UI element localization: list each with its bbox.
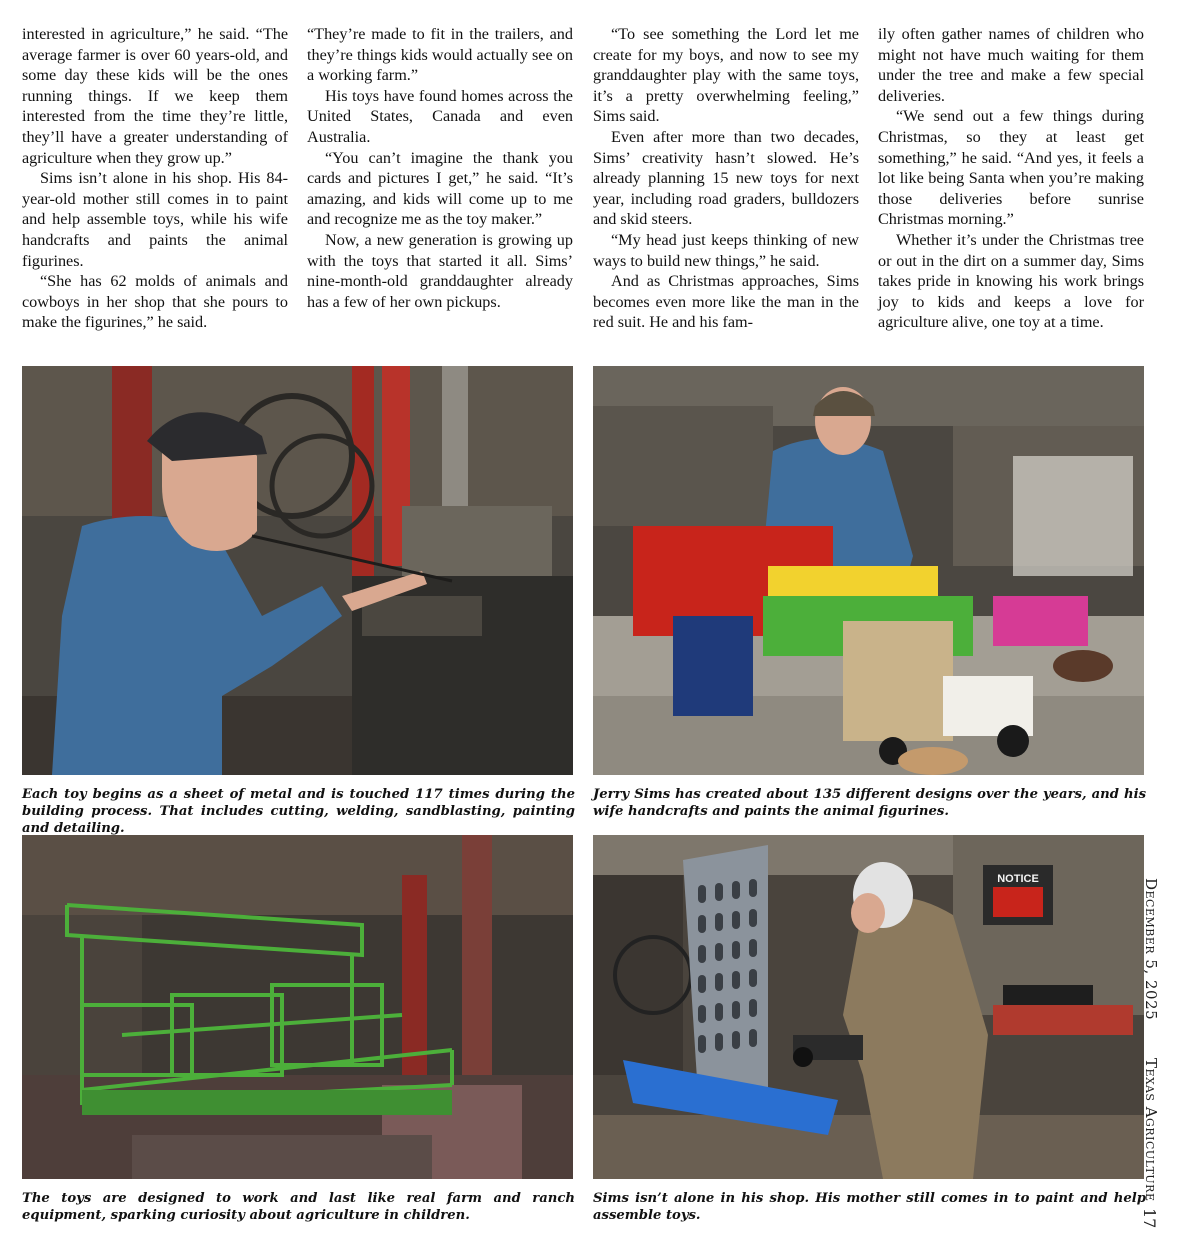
sidebar-issue-date: December 5, 2025: [1142, 878, 1160, 1021]
article-paragraph: Whether it’s under the Christmas tree or out in the dirt on a summer day, Sims takes pride in knowing his work brings joy to kids and keeps a love for agriculture alive, one toy at a time.: [878, 230, 1144, 332]
article-column-3: [593, 24, 859, 333]
caption-photo-1: Each toy begins as a sheet of metal and is touched 117 times during the building process. That includes cutting, welding, sandblasting, painting and detailing.: [22, 787, 575, 836]
article-paragraph: “They’re made to fit in the trailers, and they’re things kids would actually see on a working farm.”: [307, 25, 573, 85]
caption-photo-4: Sims isn’t alone in his shop. His mother still comes in to paint and help assemble toys.: [593, 1191, 1146, 1223]
article-paragraph: “She has 62 molds of animals and cowboys in her shop that she pours to make the figurines,” he said.: [22, 272, 288, 332]
article-paragraph: Sims isn’t alone in his shop. His 84-year-old mother still comes in to paint and help assemble toys, while his wife handcrafts and paints the animal figurines.: [22, 169, 288, 270]
article-column-2: [307, 24, 573, 312]
article-paragraph: ily often gather names of children who might not have much waiting for them under the tree and make a few special deliveries.: [878, 25, 1144, 105]
photo-mother-assembling: [593, 835, 1144, 1179]
article-paragraph: Now, a new generation is growing up with the toys that started it all. Sims’ nine-month-old granddaughter already has a few of her own pickups.: [307, 230, 573, 311]
article-paragraph: “My head just keeps thinking of new ways to build new things,” he said.: [593, 230, 859, 270]
article-paragraph: “We send out a few things during Christmas, so they at least get something,” he said. “And yes, it feels a lot like being Santa when you’re making those deliveries before sunrise Christmas morning.”: [878, 107, 1144, 229]
article-paragraph: Even after more than two decades, Sims’ creativity hasn’t slowed. He’s already planning 15 new toys for next year, including road graders, bulldozers and skid steers.: [593, 127, 859, 229]
article-paragraph: His toys have found homes across the United States, Canada and even Australia.: [307, 86, 573, 146]
notice-sign: NOTICE: [997, 873, 1039, 885]
page-number: 17: [1140, 1208, 1159, 1229]
photo-green-trailer-frame: [22, 835, 573, 1179]
sidebar-publication-name: Texas Agriculture: [1142, 1058, 1160, 1202]
caption-photo-2: Jerry Sims has created about 135 different designs over the years, and his wife handcrafts and paints the animal figurines.: [593, 787, 1146, 819]
article-column-1: [22, 24, 288, 333]
article-column-4: [878, 24, 1144, 333]
article-paragraph: “You can’t imagine the thank you cards and pictures I get,” he said. “It’s amazing, and kids will come up to me and recognize me as the toy maker.”: [307, 148, 573, 229]
article-paragraph: “To see something the Lord let me create for my boys, and now to see my granddaughter play with the same toys, it’s a pretty overwhelming feeling,” Sims said.: [593, 25, 859, 126]
photo-metal-bending: [22, 366, 573, 775]
article-paragraph: And as Christmas approaches, Sims becomes even more like the man in the red suit. He and his fam-: [593, 272, 859, 332]
caption-photo-3: The toys are designed to work and last like real farm and ranch equipment, sparking curiosity about agriculture in children.: [22, 1191, 575, 1223]
photo-toy-trucks-display: [593, 366, 1144, 775]
article-paragraph: interested in agriculture,” he said. “The average farmer is over 60 years-old, and some day these kids will be the ones running things. If we keep them interested from the time they’re little, they’ll have a greater understanding of agriculture when they grow up.”: [22, 25, 288, 167]
